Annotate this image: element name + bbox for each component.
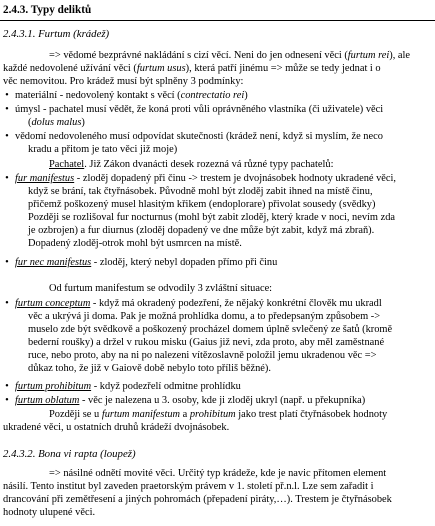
para-special-situations: Od furtum manifestum se odvodily 3 zvláštní situace: [49,283,273,294]
bullet-marker: • [5,131,9,142]
type-furtum-prohibitum: furtum prohibitum - když podezřelí odmitne prohlídku [15,381,241,392]
condition-awareness: vědomí nedovoleného musí odpovídat skutečnosti (krádež není, když si myslím, že neco [15,131,383,142]
type-line: věc a ukrývá ji doma. Pak je možná prohlídka domu, a to předepsaným způsobem -> [28,311,381,322]
furtum-intro-line: => vědomé bezprávné nakládání s cizí věcí. Neni do jen odnesení věci (furtum rei), ale [49,50,411,61]
type-line: přičemž poškozený musel hlasitým křikem (endoplorare) přivolat sousedy (svědky) [28,199,376,210]
bullet-marker: • [5,90,9,101]
bullet-marker: • [5,395,9,406]
type-fur-manifestus: fur manifestus - zloděj dopadený při činu -> trestem je dvojnásobek hodnoty ukradené věci, [15,173,396,184]
section-heading: 2.4.3. Typy deliktů [3,4,92,16]
type-line: bederní roušky) a držel v rukou misku (Gaius již nevi, zda proto, aby měl zaměstnané [28,337,385,348]
bullet-marker: • [5,104,9,115]
subsection-title-furtum: 2.4.3.1. Furtum (krádež) [3,28,110,40]
type-line: když se brání, tak čtyřnásobek. Původně mohl být zloděj zabit ihned na místě činu, [28,186,373,197]
bullet-marker: • [5,257,9,268]
bona-line: drancování při zemětřesení a jiných pohromách (přepadení piráty,…). Trestem je čtyřnásobek [3,494,392,505]
condition-intent-cont: (dolus malus) [28,117,85,128]
type-fur-nec-manifestus: fur nec manifestus - zloděj, který nebyl dopaden přímo při činu [15,257,278,268]
condition-awareness-cont: kradu a přitom je tato věci již moje) [28,144,178,155]
condition-intent: úmysl - pachatel musí vědět, že koná proti vůli oprávněného vlastníka (či uživatele) věci [15,104,384,115]
type-line: Dopadený zloděj-otrok mohl být usmrcen na místě. [28,238,242,249]
subsection-title-bona: 2.4.3.2. Bona vi rapta (loupež) [3,448,136,460]
bona-line: hodnoty ulupené věci. [3,507,96,518]
pachatel-line: Pachatel. Již Zákon dvanácti desek rozezná vá různé typy pachatelů: [49,159,334,170]
bullet-marker: • [5,381,9,392]
furtum-intro-line: věc nemovitou. Pro krádež musí být splněny 3 podmínky: [3,76,244,87]
bullet-marker: • [5,173,9,184]
type-furtum-oblatum: furtum oblatum - věc je nalezena u 3. osoby, kde ji zloděj ukryl (např. u překupníka) [15,395,366,406]
para-penalty-cont: ukradené věci, u ostatních druhů krádeží dvojnásobek. [3,422,230,433]
bona-line: => násilné odnětí movité věci. Určitý typ krádeže, kde je navic přítomen element [49,468,387,479]
heading-underline [0,20,435,21]
type-line: Později se rozlišoval fur nocturnus (mohl být zabit zloděj, který krade v noci, nevím zda [28,212,396,223]
type-line: důkaz toho, že již v Gaiově době nebylo toto příliš běžné). [28,363,271,374]
condition-material: materiální - nedovolený kontakt s věcí (contrectatio rei) [15,90,248,101]
type-furtum-conceptum: furtum conceptum - když má okradený podezření, že nějaký konkrétní člověk mu ukradl [15,298,382,309]
bona-line: násilí. Tento institut byl zaveden praetorským právem v 1. století př.n.l. Lze sem zařadit i [3,481,374,492]
type-line: je ozbrojen) a fur diurnus (zloděj dopadený ve dne může být zabit, když má zbraň). [28,225,375,236]
bullet-marker: • [5,298,9,309]
type-line: muselo zde být svědkově a poškozený procházel domem úplně svlečený ze šatů (kromě [28,324,393,335]
type-line: ruce, nebo proto, aby na ni po nalezeni vítězoslavně položil jemu ukradenou věc => [28,350,377,361]
furtum-intro-line: každé nedovolené užívání věci (furtum usus), která patří jinému => může se tedy jednat i o [3,63,381,74]
para-penalty: Později se u furtum manifestum a prohibitum jako trest platí čtyřnásobek hodnoty [49,409,388,420]
